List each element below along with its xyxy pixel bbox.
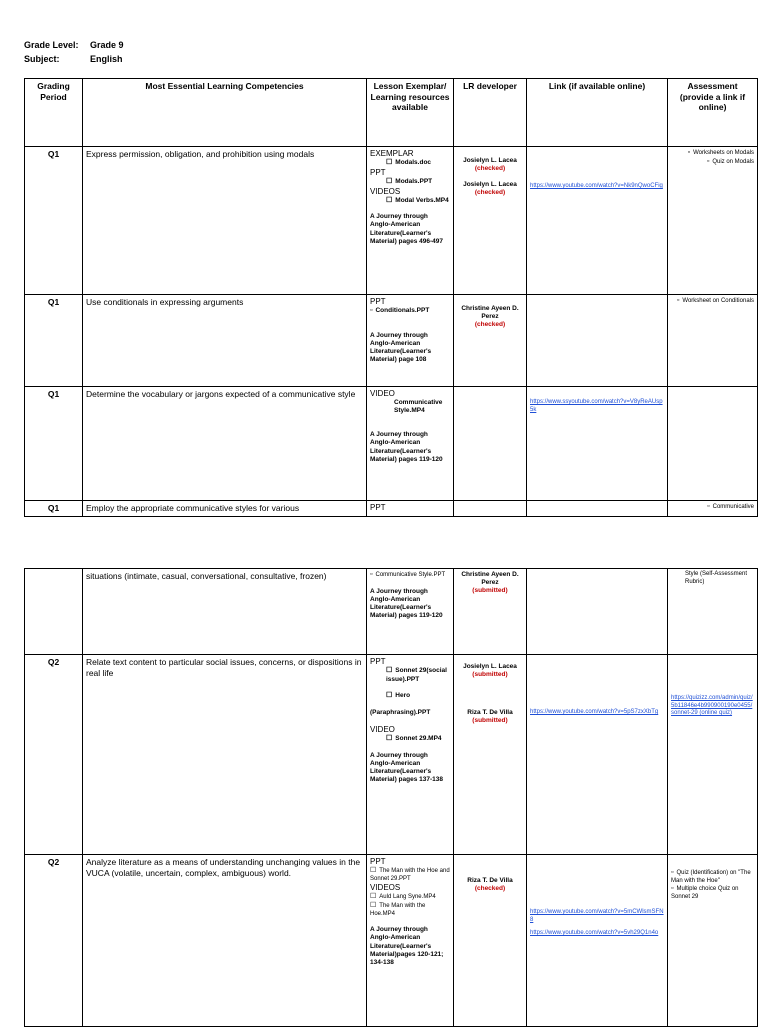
assessment-cell <box>668 387 758 501</box>
period-cell: Q1 <box>25 295 83 387</box>
resources-cell <box>367 295 454 387</box>
link-cell <box>527 655 668 855</box>
checkbox-icon: ☐ <box>370 893 377 901</box>
checkbox-icon: ☐ <box>370 867 377 874</box>
resource-link[interactable]: https://www.youtube.com/watch?v=5pS7zxXbTg <box>530 709 659 715</box>
status-badge: (checked) <box>474 165 506 173</box>
col-assessment: Assessment (provide a link if online) <box>668 79 758 147</box>
res-heading: VIDEOS <box>370 883 401 893</box>
resources-cell <box>367 147 454 295</box>
material-ref: A Journey through Anglo-American Literature(Learner's Material) pages 119-120 <box>370 587 443 620</box>
res-heading: VIDEO <box>370 724 395 734</box>
checkbox-icon: ▫ <box>707 503 710 510</box>
grade-level-label: Grade Level: <box>24 40 79 50</box>
res-item: ▫ Conditionals.PPT <box>370 307 430 314</box>
resource-link[interactable]: https://www.youtube.com/watch?v=Nk9nQwoCFig <box>530 183 663 189</box>
assessment-cell <box>668 855 758 1027</box>
assessment-cell <box>668 569 758 655</box>
table-row <box>25 147 758 295</box>
status-badge: (submitted) <box>472 671 508 679</box>
competency-cell: Determine the vocabulary or jargons expected of a communicative style <box>83 387 367 501</box>
resources-cell <box>367 655 454 855</box>
developer-name: Josielyn L. Lacea <box>463 663 517 670</box>
assessment-item: ▫ Quiz (Identification) on "The Man with the Hoe" <box>671 869 751 884</box>
status-badge: (submitted) <box>472 587 508 595</box>
res-item: ☐ Auld Lang Syne.MP4 <box>370 893 436 901</box>
status-badge: (checked) <box>474 885 506 893</box>
developer-cell <box>454 569 527 655</box>
developer-name: Josielyn L. Lacea <box>463 157 517 164</box>
material-ref: A Journey through Anglo-American Literature(Learner's Material) page 108 <box>370 331 432 364</box>
resource-link[interactable]: https://www.ssyoutube.com/watch?v=V8yReAUsp5k <box>530 399 663 413</box>
material-ref: A Journey through Anglo-American Literature(Learner's Material) pages 496-497 <box>370 213 443 245</box>
material-ref: A Journey through Anglo-American Literature(Learner's Material) pages 119-120 <box>370 431 443 463</box>
assessment-cell <box>668 655 758 855</box>
res-heading: PPT <box>370 167 386 177</box>
status-badge: (checked) <box>474 321 506 329</box>
checkbox-icon: ☐ <box>386 177 393 185</box>
res-heading: PPT <box>370 297 386 306</box>
assessment-item: ▫ Worksheet on Conditionals <box>676 297 754 304</box>
res-heading: VIDEOS <box>370 186 401 196</box>
checkbox-icon: ▫ <box>370 571 373 578</box>
res-item: ☐ Modal Verbs.MP4 <box>386 196 449 204</box>
competency-cell: Relate text content to particular social issues, concerns, or dispositions in real life <box>83 655 367 855</box>
developer-name: Riza T. De Villa <box>467 877 513 884</box>
checkbox-icon: ☐ <box>386 691 393 699</box>
col-mel: Most Essential Learning Competencies <box>83 79 367 147</box>
developer-cell <box>454 387 527 501</box>
table-row <box>25 501 758 517</box>
checkbox-icon: ☐ <box>370 902 377 909</box>
resources-cell <box>367 387 454 501</box>
resources-cell: PPT <box>367 501 454 517</box>
table-row <box>25 655 758 855</box>
status-badge: (submitted) <box>472 717 508 725</box>
checkbox-icon: ▫ <box>671 869 674 876</box>
material-ref: A Journey through Anglo-American Literature(Learner's Material)pages 120-121; 134-138 <box>370 926 444 966</box>
period-cell: Q2 <box>25 655 83 855</box>
developer-cell <box>454 147 527 295</box>
resource-link[interactable]: https://www.youtube.com/watch?v=5mCWlsmSFN8 <box>530 909 664 923</box>
col-lr-developer: LR developer <box>454 79 527 147</box>
assessment-cell <box>668 501 758 517</box>
checkbox-icon: ▫ <box>370 307 373 314</box>
res-item: ☐ The Man with the Hoe and Sonnet 29.PPT <box>370 867 450 882</box>
table-row <box>25 295 758 387</box>
col-lesson: Lesson Exemplar/ Learning resources available <box>367 79 454 147</box>
link-cell <box>527 295 668 387</box>
table-row <box>25 387 758 501</box>
res-item: ☐ Sonnet 29(social issue).PPT <box>386 667 447 683</box>
res-item: ☐ The Man with the Hoe.MP4 <box>370 902 426 917</box>
resources-cell <box>367 855 454 1027</box>
checkbox-icon: ☐ <box>386 667 393 674</box>
assessment-item: ▫ Worksheets on Modals <box>687 149 754 156</box>
table-row <box>25 569 758 655</box>
resource-link[interactable]: https://www.youtube.com/watch?v=5vh29Q1n4o <box>530 930 659 936</box>
competency-table-part-1 <box>24 78 758 517</box>
competency-cell: Analyze literature as a means of understanding unchanging values in the VUCA (volatile, uncertain, complex, ambiguous) world. <box>83 855 367 1027</box>
material-ref: A Journey through Anglo-American Literature(Learner's Material) pages 137-138 <box>370 751 443 783</box>
developer-cell <box>454 655 527 855</box>
developer-name: Christine Ayeen D. Perez <box>461 571 519 587</box>
res-heading: EXEMPLAR <box>370 149 414 158</box>
developer-cell <box>454 501 527 517</box>
developer-cell <box>454 295 527 387</box>
res-item-cont: (Paraphrasing).PPT <box>370 708 431 716</box>
competency-cell: Express permission, obligation, and prohibition using modals <box>83 147 367 295</box>
assessment-item: ▫ Multiple choice Quiz on Sonnet 29 <box>671 885 739 900</box>
developer-name: Riza T. De Villa <box>467 709 513 717</box>
res-item: ☐ Modals.PPT <box>386 177 433 185</box>
res-item: ☐ Modals.doc <box>386 159 432 166</box>
link-cell <box>527 501 668 517</box>
table-header-row <box>25 79 758 147</box>
period-cell <box>25 569 83 655</box>
subject-value: English <box>90 54 123 64</box>
res-item: ☐ Sonnet 29.MP4 <box>386 734 442 742</box>
table-row <box>25 855 758 1027</box>
col-grading-period: Grading Period <box>25 79 83 147</box>
res-heading: PPT <box>370 657 386 666</box>
checkbox-icon: ☐ <box>386 196 393 204</box>
status-badge: (checked) <box>474 189 506 197</box>
res-item: Communicative Style.MP4 <box>394 399 443 415</box>
grade-level-line <box>24 40 124 50</box>
res-heading: VIDEO <box>370 389 395 398</box>
link-cell <box>527 147 668 295</box>
assessment-item: Communicative <box>712 504 754 510</box>
assessment-item: ▫ Quiz on Modals <box>706 157 754 165</box>
checkbox-icon: ☐ <box>386 734 393 742</box>
quiz-link[interactable]: https://quizizz.com/admin/quiz/5b11846e4b990900190e0455/sonnet-29 (online quiz) <box>671 695 753 716</box>
developer-cell <box>454 855 527 1027</box>
competency-cell: situations (intimate, casual, conversational, consultative, frozen) <box>83 569 367 655</box>
link-cell <box>527 387 668 501</box>
checkbox-icon: ▫ <box>706 157 710 165</box>
checkbox-icon: ▫ <box>671 885 674 893</box>
subject-line <box>24 54 123 64</box>
competency-table-part-2 <box>24 568 758 1027</box>
competency-cell: Employ the appropriate communicative styles for various <box>83 501 367 517</box>
assessment-cell <box>668 295 758 387</box>
link-cell <box>527 569 668 655</box>
developer-name: Christine Ayeen D. Perez <box>461 305 519 321</box>
checkbox-icon: ▫ <box>687 149 691 156</box>
grade-level-value: Grade 9 <box>90 40 124 50</box>
period-cell: Q1 <box>25 387 83 501</box>
period-cell: Q1 <box>25 501 83 517</box>
period-cell: Q1 <box>25 147 83 295</box>
period-cell: Q2 <box>25 855 83 1027</box>
col-link: Link (if available online) <box>527 79 668 147</box>
checkbox-icon: ☐ <box>386 159 393 166</box>
checkbox-icon: ▫ <box>676 297 680 304</box>
subject-label: Subject: <box>24 54 60 64</box>
developer-name: Josielyn L. Lacea <box>463 181 517 189</box>
res-item: ☐ Hero <box>386 691 411 699</box>
competency-cell: Use conditionals in expressing arguments <box>83 295 367 387</box>
link-cell <box>527 855 668 1027</box>
res-item: ▫ Communicative Style.PPT <box>370 571 446 578</box>
res-heading: PPT <box>370 857 386 866</box>
assessment-item: Style (Self-Assessment Rubric) <box>685 571 748 585</box>
assessment-cell <box>668 147 758 295</box>
resources-cell <box>367 569 454 655</box>
